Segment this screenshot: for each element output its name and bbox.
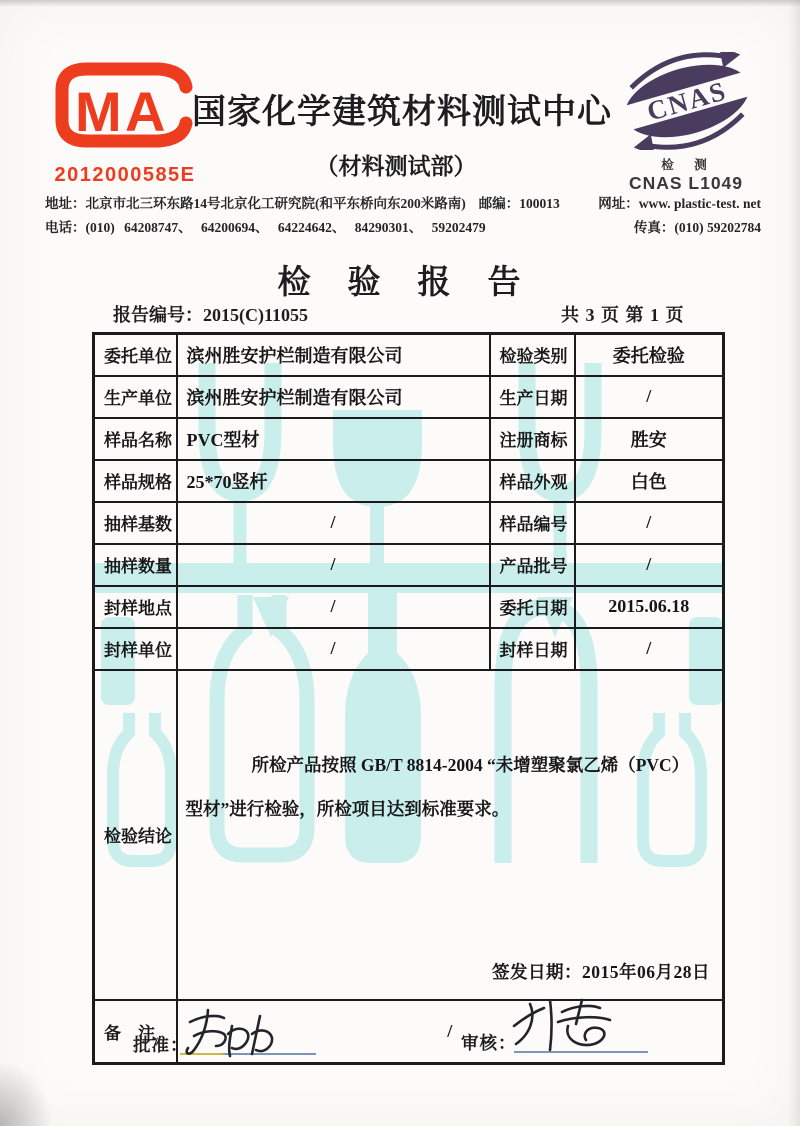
field-value: / xyxy=(575,502,724,544)
field-label: 样品规格 xyxy=(94,460,177,502)
review-label: 审核： xyxy=(461,1033,517,1053)
field-label: 生产日期 xyxy=(490,376,575,418)
conclusion-content xyxy=(178,743,723,999)
remark-label: 备 注 xyxy=(94,1000,177,1064)
field-value: 白色 xyxy=(575,460,724,502)
field-label: 抽样基数 xyxy=(94,502,177,544)
field-label: 检验类别 xyxy=(490,334,575,376)
field-label: 封样地点 xyxy=(94,586,177,628)
field-label: 样品名称 xyxy=(94,418,177,460)
conclusion-text-line2: 型材”进行检验，所检项目达到标准要求。 xyxy=(185,798,510,819)
cnas-cert-type: 检 测 xyxy=(661,158,711,172)
contact-info xyxy=(45,192,761,240)
table-row xyxy=(94,502,724,544)
issue-date: 签发日期：2015年06月28日 xyxy=(492,961,710,982)
page-count: 共 3 页 第 1 页 xyxy=(561,305,685,325)
field-label: 产品批号 xyxy=(490,544,575,586)
field-value: / xyxy=(575,628,724,670)
table-row xyxy=(94,334,724,376)
field-label: 注册商标 xyxy=(490,418,575,460)
review-signature-handwriting xyxy=(506,996,628,1054)
address-text: 地址：北京市北三环东路14号北京化工研究院(和平东桥向东200米路南) xyxy=(45,196,466,211)
field-value: / xyxy=(177,502,490,544)
report-number: 报告编号：2015(C)11055 xyxy=(113,305,308,325)
field-label: 抽样数量 xyxy=(94,544,177,586)
field-value: 25*70竖杆 xyxy=(177,460,490,502)
cma-letter-a: A xyxy=(125,80,166,143)
website-text: 网址：www. plastic-test. net xyxy=(598,196,761,211)
fax-text: 传真：(010) 59202784 xyxy=(633,220,761,235)
field-value: 滨州胜安护栏制造有限公司 xyxy=(177,334,490,376)
table-row xyxy=(94,544,724,586)
cma-certificate-number: 2012000585E xyxy=(54,164,196,186)
table-row xyxy=(94,586,724,628)
field-label: 封样单位 xyxy=(94,628,177,670)
field-value: / xyxy=(575,544,724,586)
field-value: 滨州胜安护栏制造有限公司 xyxy=(177,376,490,418)
field-value: / xyxy=(177,544,490,586)
organization-subtitle: （材料测试部） xyxy=(315,153,477,179)
field-value: 胜安 xyxy=(575,418,724,460)
field-label: 生产单位 xyxy=(94,376,177,418)
field-value: / xyxy=(177,628,490,670)
cma-accreditation-icon xyxy=(49,60,201,150)
conclusion-text-line1: 所检产品按照 GB/T 8814-2004 “未增塑聚氯乙烯（PVC） xyxy=(251,754,690,775)
cnas-accreditation-icon xyxy=(599,52,774,150)
cnas-logo-block xyxy=(596,52,776,194)
table-row xyxy=(94,376,724,418)
field-label: 委托单位 xyxy=(94,334,177,376)
field-value: / xyxy=(177,586,490,628)
table-row xyxy=(94,460,724,502)
organization-block xyxy=(192,84,612,181)
organization-title: 国家化学建筑材料测试中心 xyxy=(192,93,612,131)
field-label: 委托日期 xyxy=(490,586,575,628)
field-value: PVC型材 xyxy=(177,418,490,460)
field-value: 委托检验 xyxy=(575,334,724,376)
field-label: 封样日期 xyxy=(490,628,575,670)
contact-line-1 xyxy=(45,192,761,216)
scan-shadow-right xyxy=(788,0,800,1126)
scan-shadow-top xyxy=(0,0,800,7)
scan-shadow-corner xyxy=(0,1062,52,1126)
conclusion-label: 检验结论 xyxy=(94,670,177,1000)
contact-line-2 xyxy=(45,216,761,240)
field-value: 2015.06.18 xyxy=(575,586,724,628)
cnas-cert-number: CNAS L1049 xyxy=(628,173,744,193)
conclusion-row xyxy=(94,670,724,1000)
cnas-label: CNAS xyxy=(643,75,730,127)
cma-logo-block xyxy=(48,60,202,187)
field-label: 样品外观 xyxy=(490,460,575,502)
cma-letter-m: M xyxy=(75,80,122,143)
table-row xyxy=(94,418,724,460)
report-title: 检 验 报 告 xyxy=(277,265,523,301)
remark-value: / xyxy=(177,1000,724,1064)
phone-text: 电话：(010) 64208747、 64200694、 64224642、 84290301、 59202479 xyxy=(45,220,486,235)
approve-label: 批准： xyxy=(133,1035,189,1055)
field-value: / xyxy=(575,376,724,418)
conclusion-cell xyxy=(177,670,724,1000)
table-row xyxy=(94,628,724,670)
report-info-table xyxy=(92,332,725,1065)
approve-signature-handwriting xyxy=(180,1006,288,1064)
postcode-text: 邮编：100013 xyxy=(478,196,560,211)
field-label: 样品编号 xyxy=(490,502,575,544)
